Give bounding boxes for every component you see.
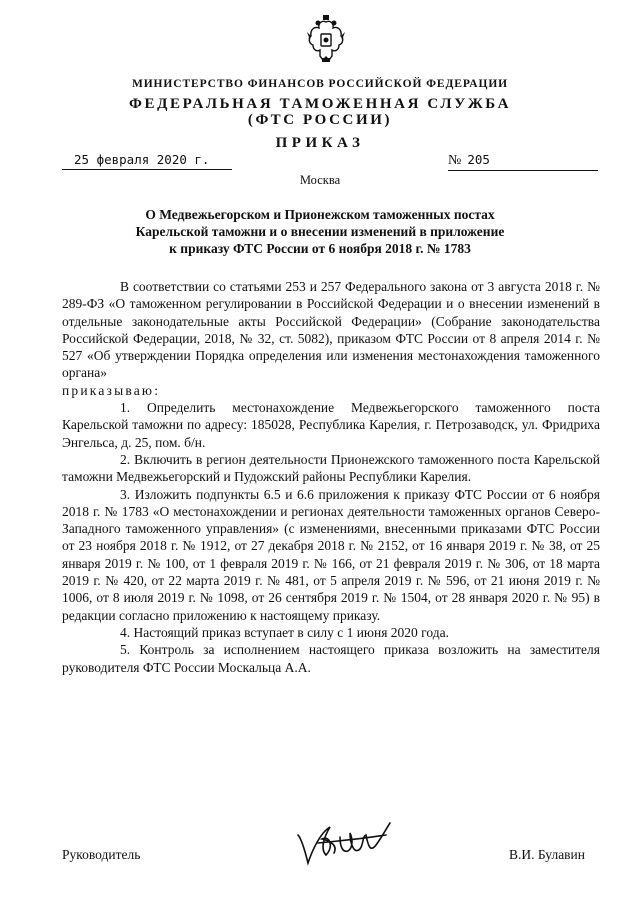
handwritten-signature	[290, 815, 400, 877]
document-subject	[80, 206, 560, 257]
issue-city: Москва	[299, 173, 341, 187]
service-name-line1: ФЕДЕРАЛЬНАЯ ТАМОЖЕННАЯ СЛУЖБА	[128, 96, 512, 112]
order-number-prefix: №	[448, 153, 462, 168]
order-date: 25 февраля 2020 г.	[62, 151, 232, 170]
order-item-3: 3. Изложить подпункты 6.5 и 6.6 приложения к приказу ФТС России от 6 ноября 2018 г. № 1783 «О местонахождении и регионах деятельности таможенных органов Северо-Западного таможенного управления» (с изменениями, внесенными приказами ФТС России от 23 ноября 2018 г. № 1912, от 27 декабря 2018 г. № 2152, от 16 января 2019 г. № 38, от 25 января 2019 г. № 100, от 1 февраля 2019 г. № 166, от 21 февраля 2019 г. № 306, от 18 марта 2019 г. № 420, от 22 марта 2019 г. № 481, от 5 апреля 2019 г. № 596, от 21 июня 2019 г. № 1006, от 8 июля 2019 г. № 1098, от 26 сентября 2019 г. № 1504, от 28 января 2020 г. № 95) в редакции согласно приложению к настоящему приказу.	[62, 486, 600, 623]
ministry-name: МИНИСТЕРСТВО ФИНАНСОВ РОССИЙСКОЙ ФЕДЕРАЦИИ	[131, 78, 509, 90]
document-type: ПРИКАЗ	[275, 135, 365, 151]
order-number	[448, 151, 598, 171]
order-number-value: 205	[467, 152, 490, 167]
signatory-name: В.И. Булавин	[509, 847, 586, 862]
service-name-line2: (ФТС РОССИИ)	[247, 112, 393, 128]
emblem-icon	[305, 14, 347, 66]
order-item-1: 1. Определить местонахождение Медвежьегорского таможенного поста Карельской таможни по адресу: 185028, Республика Карелия, г. Петрозаводск, ул. Фридриха Энгельса, д. 25, пом. б/н.	[62, 400, 600, 450]
signatory-role: Руководитель	[62, 847, 141, 862]
order-item-2: 2. Включить в регион деятельности Прионежского таможенного поста Карельской таможни Медвежьегорский и Пудожский районы Республики Карелия.	[62, 451, 600, 485]
service-name	[0, 96, 640, 128]
document-body	[62, 278, 600, 676]
preamble-paragraph: В соответствии со статьями 253 и 257 Федерального закона от 3 августа 2018 г. № 289-ФЗ «О таможенном регулировании в Российской Федерации и о внесении изменений в отдельные законодательные акты Российской Федерации» (Собрание законодательства Российской Федерации, 2018, № 32, ст. 5082), приказом ФТС России от 8 апреля 2014 г. № 527 «Об утверждении Порядка определения или изменения местонахождения таможенного органа»	[62, 279, 600, 381]
order-item-5: 5. Контроль за исполнением настоящего приказа возложить на заместителя руководителя ФТС России Москальца А.А.	[62, 642, 600, 675]
subject-line: к приказу ФТС России от 6 ноября 2018 г. № 1783	[169, 241, 471, 256]
subject-line: Карельской таможни и о внесении изменений в приложение	[135, 224, 505, 239]
order-item-4: 4. Настоящий приказ вступает в силу с 1 июня 2020 года.	[120, 624, 449, 640]
directive-word: приказываю:	[62, 382, 161, 398]
subject-line: О Медвежьегорском и Прионежском таможенных постах	[145, 207, 495, 222]
